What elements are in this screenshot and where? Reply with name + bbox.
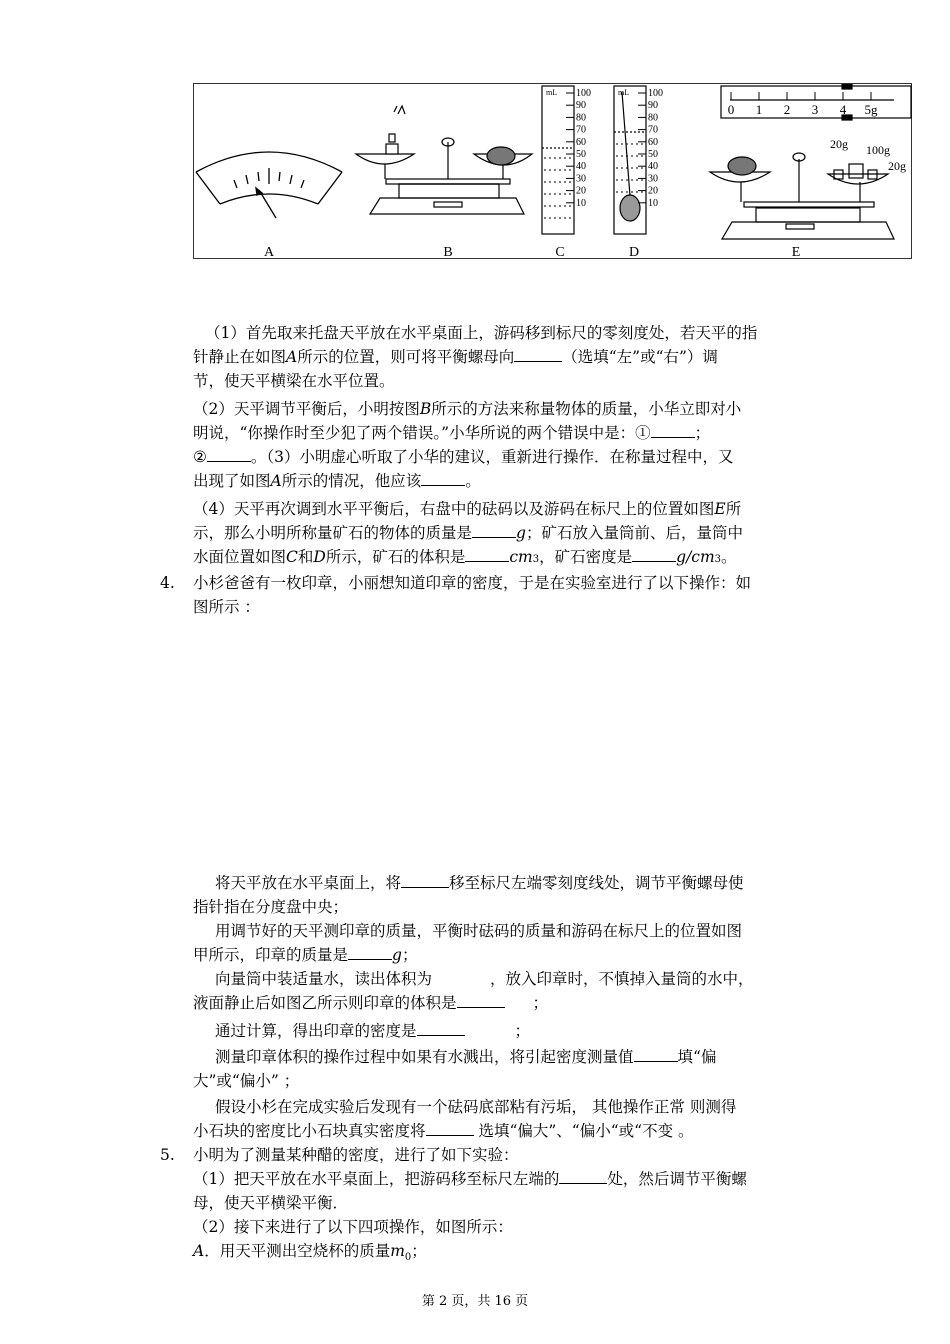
q5-text: 处，然后调节平衡螺	[607, 1170, 747, 1188]
answer-blank[interactable]	[426, 1121, 474, 1136]
balance-e	[710, 153, 894, 239]
q3-text: 明说，“你操作时至少犯了两个错误。”小华所说的两个错误中是：①	[193, 424, 651, 442]
q5-line-4: （2）接下来进行了以下四项操作，如图所示：	[193, 1218, 513, 1236]
q4-text: ；	[401, 946, 418, 964]
unit: g	[516, 524, 526, 542]
unit-exp: 3	[532, 554, 540, 565]
q3-text: 所	[725, 500, 742, 518]
answer-blank[interactable]	[417, 1021, 465, 1036]
cylinder-c-tick: 90	[576, 100, 586, 112]
q3-fig-ref: C	[286, 548, 298, 566]
cylinder-c-tick: 30	[576, 173, 586, 185]
ruler-tick-label: 0	[727, 102, 735, 117]
q4-text: 选填“偏大”、“偏小“或“不变 。	[473, 1122, 694, 1140]
q3-line-6	[193, 446, 734, 470]
cylinder-c	[542, 86, 574, 234]
q5-line-3: 母，使天平横梁平衡．	[193, 1194, 349, 1212]
q3-line-1: （1）首先取来托盘天平放在水平桌面上，游码移到标尺的零刻度处，若天平的指	[205, 324, 758, 342]
q3-line-2	[193, 346, 718, 370]
q4-text: 通过计算，得出印章的密度是	[215, 1022, 417, 1040]
cylinder-c-tick: 50	[576, 149, 586, 160]
cylinder-d-tick: 100	[648, 88, 663, 99]
q4-text: 向量筒中装适量水，读出体积为	[215, 970, 433, 988]
cylinder-d-tick: 40	[648, 161, 658, 173]
answer-blank[interactable]	[401, 873, 449, 888]
q3-line-5	[193, 422, 710, 446]
q5-line-1: 小明为了测量某种醋的密度，进行了如下实验：	[193, 1146, 519, 1164]
q4-text: 填“偏	[677, 1048, 717, 1066]
cylinder-d-tick: 10	[648, 197, 658, 209]
figure-label-d: D	[628, 245, 640, 260]
unit: cm	[509, 548, 533, 566]
cylinder-d-tick: 50	[648, 149, 658, 160]
q3-fig-ref: D	[313, 548, 326, 566]
q3-text: 所示的情况，他应该	[281, 472, 422, 490]
q3-text: （选填“左”或“右”）调	[562, 348, 718, 366]
q3-text: ；矿石放入量筒前、后，量筒中	[525, 524, 743, 542]
q4-step-1	[215, 872, 744, 896]
answer-blank[interactable]	[472, 523, 516, 538]
ruler-tick-label: 5g	[864, 102, 878, 117]
q4-step-5	[215, 1046, 716, 1070]
q3-line-8	[193, 498, 741, 522]
q3-text: 。（3）小明虚心听取了小华的建议，重新进行操作．在称量过程中，又	[250, 448, 734, 466]
q3-text: 水面位置如图	[193, 548, 287, 566]
q4-step-1-cont: 指针指在分度盘中央；	[193, 898, 349, 916]
ruler-tick-label: 3	[811, 102, 819, 117]
figure-label-e: E	[791, 245, 801, 260]
q4-step-5-cont: 大”或“偏小” ；	[193, 1072, 300, 1090]
unit: g/cm	[676, 548, 715, 566]
q4-line-2: 图所示 ：	[193, 598, 260, 616]
q3-line-3: 节，使天平横梁在水平位置。	[193, 372, 395, 390]
cylinder-d-unit: mL	[618, 88, 630, 97]
answer-blank[interactable]	[514, 347, 562, 362]
answer-blank[interactable]	[207, 447, 251, 462]
cylinder-c-tick: 100	[576, 88, 591, 99]
q3-text: 示，那么小明所称量矿石的物体的质量是	[193, 524, 473, 542]
q3-fig-ref: A	[270, 472, 282, 490]
cylinder-c-tick: 10	[576, 197, 586, 209]
question-number: 4.	[160, 574, 175, 592]
q4-step-2-cont	[193, 944, 417, 968]
cylinder-d-tick: 70	[648, 124, 658, 136]
q3-text: （2）天平调节平衡后，小明按图	[193, 400, 420, 418]
cylinder-c-unit: mL	[546, 88, 558, 97]
q4-text: 甲所示，印章的质量是	[193, 946, 349, 964]
q3-fig-ref: B	[419, 400, 432, 418]
q5-text: ．用天平测出空烧杯的质量	[204, 1242, 391, 1260]
unit-exp: 3	[714, 554, 722, 565]
q4-text: 测量印章体积的操作过程中如果有水溅出，将引起密度测量值	[215, 1048, 634, 1066]
q3-text: 。	[465, 472, 481, 490]
cylinder-d-tick: 60	[648, 136, 658, 148]
unit: g	[392, 946, 402, 964]
dial-a	[196, 152, 342, 218]
answer-blank[interactable]	[457, 993, 505, 1008]
answer-blank[interactable]	[634, 1047, 678, 1062]
q4-text: 液面静止后如图乙所示则印章的体积是	[193, 994, 457, 1012]
cylinder-d-tick: 90	[648, 100, 658, 112]
q3-text: 所示的方法来称量物体的质量，小华立即对小	[431, 400, 742, 418]
ruler-tick-label: 1	[755, 102, 763, 117]
q4-step-3	[215, 968, 754, 992]
q3-line-10	[193, 546, 737, 572]
answer-blank[interactable]	[559, 1169, 607, 1184]
q3-text: （4）天平再次调到水平平衡后，右盘中的砝码以及游码在标尺上的位置如图	[193, 500, 715, 518]
weight-label-1: 20g	[830, 137, 848, 151]
q3-line-4	[193, 398, 741, 422]
q3-text: 所示，矿石的体积是	[325, 548, 466, 566]
q5-line-5	[193, 1240, 427, 1270]
q3-fig-ref: A	[286, 348, 298, 366]
q3-text: 所示的位置，则可将平衡螺母向	[297, 348, 515, 366]
balance-b	[356, 106, 532, 214]
q3-text: 针静止在如图	[193, 348, 287, 366]
weight-label-2: 100g	[866, 143, 890, 157]
q4-step-3-cont	[193, 992, 548, 1016]
cylinder-d	[614, 86, 646, 234]
cylinder-c-tick: 40	[576, 161, 586, 173]
subscript: 0	[404, 1252, 412, 1264]
cylinder-c-tick: 70	[576, 124, 586, 136]
symbol: m	[390, 1242, 405, 1260]
q4-step-6-cont	[193, 1120, 694, 1144]
answer-blank[interactable]	[651, 423, 695, 438]
q3-text: ②	[193, 448, 207, 466]
q4-step-2: 用调节好的天平测印章的质量，平衡时砝码的质量和游码在标尺上的位置如图	[215, 922, 743, 940]
q4-text: ；	[532, 994, 549, 1012]
page-footer: 第 2 页，共 16 页	[421, 1294, 529, 1309]
answer-blank[interactable]	[348, 945, 392, 960]
q3-text: ，矿石密度是	[539, 548, 633, 566]
q4-step-4	[215, 1020, 530, 1044]
cylinder-d-tick: 80	[648, 112, 658, 124]
q4-text: ，放入印章时，不慎掉入量筒的水中，	[490, 970, 754, 988]
q3-line-7	[193, 470, 481, 494]
q3-text: 。	[721, 548, 737, 566]
q4-line-1: 小杉爸爸有一枚印章，小丽想知道印章的密度，于是在实验室进行了以下操作：如	[193, 574, 752, 592]
figure-label-c: C	[555, 245, 565, 260]
figure-label-a: A	[263, 245, 275, 260]
answer-blank[interactable]	[465, 547, 509, 562]
q3-fig-ref: E	[714, 500, 726, 518]
q4-text: 小石块的密度比小石块真实密度将	[193, 1122, 426, 1140]
q4-text: 将天平放在水平桌面上，将	[215, 874, 402, 892]
ruler-tick-label: 2	[783, 102, 791, 117]
cylinder-d-tick: 20	[648, 185, 658, 197]
answer-blank[interactable]	[632, 547, 676, 562]
q5-text: ；	[411, 1242, 427, 1260]
option-label: A	[193, 1242, 205, 1260]
q3-text: 出现了如图	[193, 472, 271, 490]
question-number: 5.	[160, 1146, 175, 1164]
q4-step-6: 假设小杉在完成实验后发现有一个砝码底部粘有污垢， 其他操作正常 则测得	[215, 1098, 737, 1116]
q5-line-2	[193, 1168, 747, 1192]
q3-line-9	[193, 522, 743, 546]
cylinder-c-tick: 60	[576, 136, 586, 148]
cylinder-c-tick: 80	[576, 112, 586, 124]
q4-text: ；	[514, 1022, 531, 1040]
answer-blank[interactable]	[421, 471, 465, 486]
figure-label-b: B	[443, 245, 453, 260]
weight-label-3: 20g	[888, 159, 906, 173]
cylinder-d-tick: 30	[648, 173, 658, 185]
q5-text: （1）把天平放在水平桌面上，把游码移至标尺左端的	[193, 1170, 560, 1188]
q3-text: ；	[694, 424, 711, 442]
ruler-tick-label: 4	[839, 102, 847, 117]
cylinder-c-tick: 20	[576, 185, 586, 197]
q4-text: 移至标尺左端零刻度线处，调节平衡螺母使	[449, 874, 744, 892]
experiment-figure	[193, 83, 912, 259]
balance-cylinder-diagram	[194, 84, 913, 260]
q3-text: 和	[297, 548, 314, 566]
